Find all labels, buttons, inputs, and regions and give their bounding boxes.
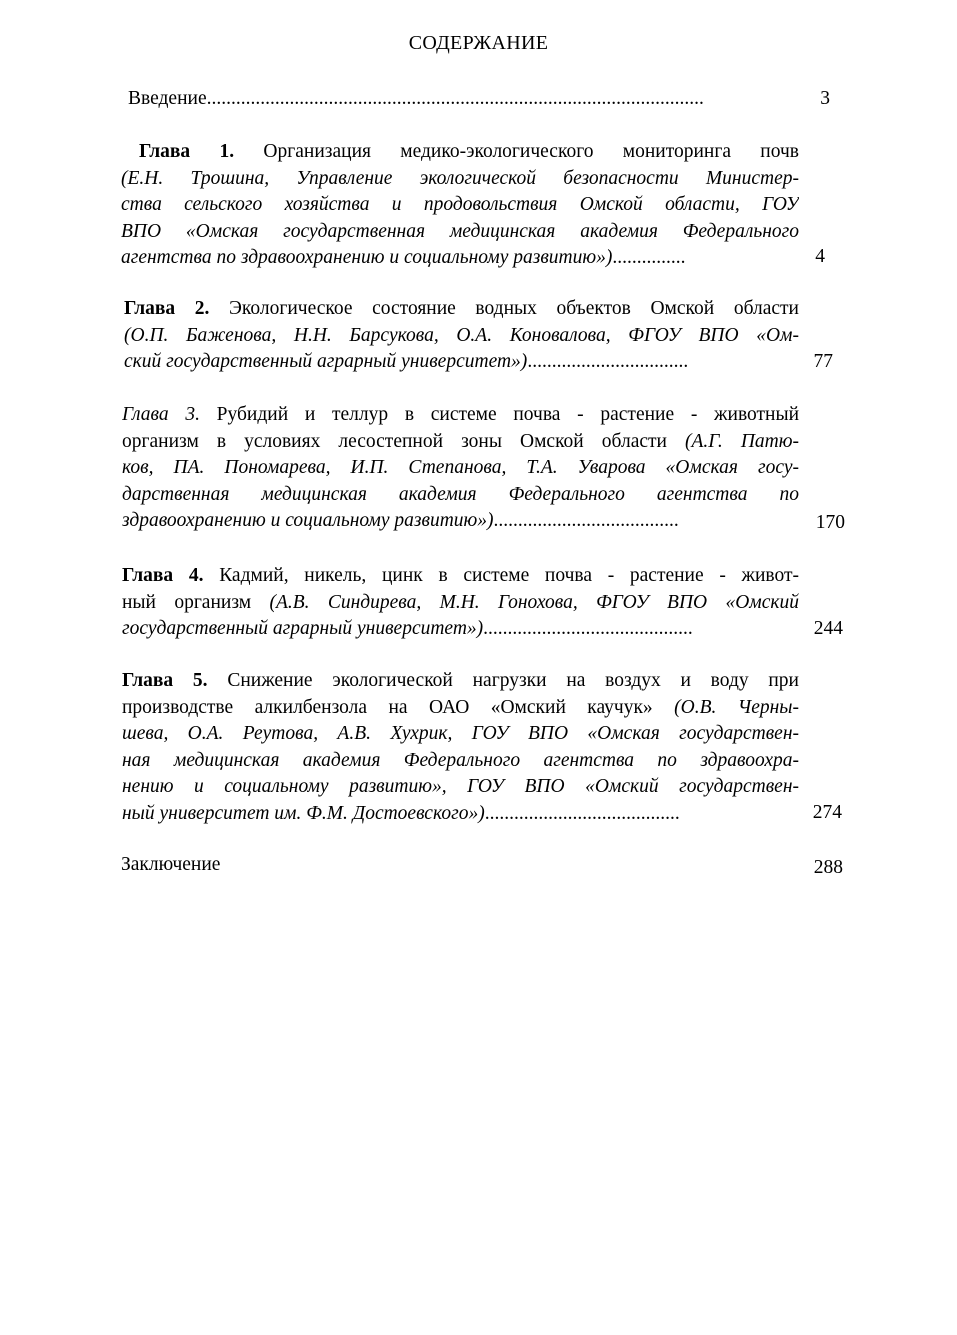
toc-entry — [122, 402, 799, 535]
chapter-authors: нению и социальному развитию», ГОУ ВПО «Омский государствен- — [122, 776, 799, 797]
chapter-authors: государственный аграрный университет») — [122, 618, 484, 639]
chapter-authors: (О.В. Черны- — [674, 696, 799, 718]
toc-line — [122, 721, 799, 748]
toc-line — [122, 616, 799, 643]
chapter-authors: здравоохранению и социальному развитию») — [122, 510, 494, 531]
entry-label: Заключение — [121, 854, 221, 875]
toc-line — [122, 482, 799, 509]
toc-line — [122, 429, 799, 456]
toc-line — [122, 563, 799, 590]
toc-line — [121, 166, 799, 193]
toc-line — [121, 852, 799, 879]
chapter-authors: ная медицинская академия Федерального агентства по здравоохра- — [122, 749, 799, 771]
chapter-authors: (О.П. Баженова, Н.Н. Барсукова, О.А. Коновалова, ФГОУ ВПО «Ом- — [124, 324, 799, 346]
chapter-title: ный организм — [122, 591, 252, 613]
chapter-authors: (Е.Н. Трошина, Управление экологической безопасности Министер- — [121, 167, 799, 189]
toc-line — [122, 455, 799, 482]
toc-entry — [121, 139, 799, 272]
toc-line — [124, 349, 799, 376]
toc-line — [128, 86, 799, 113]
chapter-number: Глава 4. — [122, 565, 204, 586]
toc-entry — [122, 563, 799, 643]
page-number: 244 — [813, 618, 843, 639]
toc-line — [122, 774, 799, 801]
chapter-title: Рубидий и теллур в системе почва - растение - животный — [216, 404, 799, 425]
chapter-number: Глава 2. — [124, 298, 210, 319]
chapter-title: Кадмий, никель, цинк в системе почва - растение - живот- — [219, 565, 799, 586]
chapter-title: Снижение экологической нагрузки на воздух и воду при — [227, 670, 799, 691]
toc-entry — [128, 86, 799, 113]
leader-dots: ................................. — [527, 351, 689, 372]
chapter-authors: ный университет им. Ф.М. Достоевского») — [122, 802, 485, 824]
leader-dots: ...................................... — [493, 510, 679, 531]
toc-entry — [122, 668, 799, 827]
page-number: 3 — [820, 88, 830, 109]
page-number: 288 — [813, 857, 843, 878]
chapter-authors: (А.В. Синдирева, М.Н. Гонохова, ФГОУ ВПО «Омский — [269, 591, 799, 613]
chapter-number: Глава 1. — [139, 141, 235, 162]
page-number: 170 — [815, 512, 845, 533]
toc-line — [121, 245, 799, 272]
page-number: 274 — [812, 802, 842, 823]
chapter-authors: агентства по здравоохранению и социальному развитию») — [121, 247, 613, 268]
chapter-number: Глава 5. — [122, 670, 208, 691]
chapter-title: производстве алкилбензола на ОАО «Омский каучук» — [122, 696, 653, 718]
toc-line — [122, 748, 799, 775]
toc-entry — [121, 852, 799, 879]
chapter-authors: ства сельского хозяйства и продовольствия Омской области, ГОУ — [121, 194, 799, 215]
page-number: 4 — [815, 246, 825, 267]
toc-line — [121, 139, 799, 166]
chapter-authors: шева, О.А. Реутова, А.В. Хухрик, ГОУ ВПО «Омская государствен- — [122, 723, 799, 744]
leader-dots: ........................................ — [484, 802, 680, 824]
leader-dots: ...................................................................................................... — [206, 88, 704, 109]
entry-label: Введение — [128, 88, 207, 109]
toc-line — [121, 192, 799, 219]
page-title: СОДЕРЖАНИЕ — [408, 32, 549, 54]
toc-entry — [124, 296, 799, 376]
toc-line — [124, 323, 799, 350]
toc-line — [122, 668, 799, 695]
toc-line — [122, 402, 799, 429]
toc-line — [121, 219, 799, 246]
toc-line — [124, 296, 799, 323]
toc-line — [122, 801, 799, 828]
chapter-title: Экологическое состояние водных объектов Омской области — [229, 298, 799, 319]
chapter-authors: ВПО «Омская государственная медицинская академия Федерального — [121, 220, 799, 242]
chapter-authors: ков, ПА. Пономарева, И.П. Степанова, Т.А. Уварова «Омская госу- — [122, 457, 799, 478]
chapter-title: Организация медико-экологического мониторинга почв — [263, 141, 799, 162]
toc-line — [122, 590, 799, 617]
toc-line — [122, 695, 799, 722]
chapter-authors: дарственная медицинская академия Федерального агентства по — [122, 483, 799, 505]
chapter-authors: ский государственный аграрный университет») — [124, 351, 528, 372]
leader-dots: ........................................... — [483, 618, 693, 639]
leader-dots: ............... — [612, 247, 686, 268]
toc-line — [122, 508, 799, 535]
chapter-title: организм в условиях лесостепной зоны Омской области — [122, 430, 667, 452]
chapter-number: Глава 3. — [122, 404, 200, 425]
chapter-authors: (А.Г. Патю- — [685, 430, 799, 452]
page-number: 77 — [813, 351, 833, 372]
